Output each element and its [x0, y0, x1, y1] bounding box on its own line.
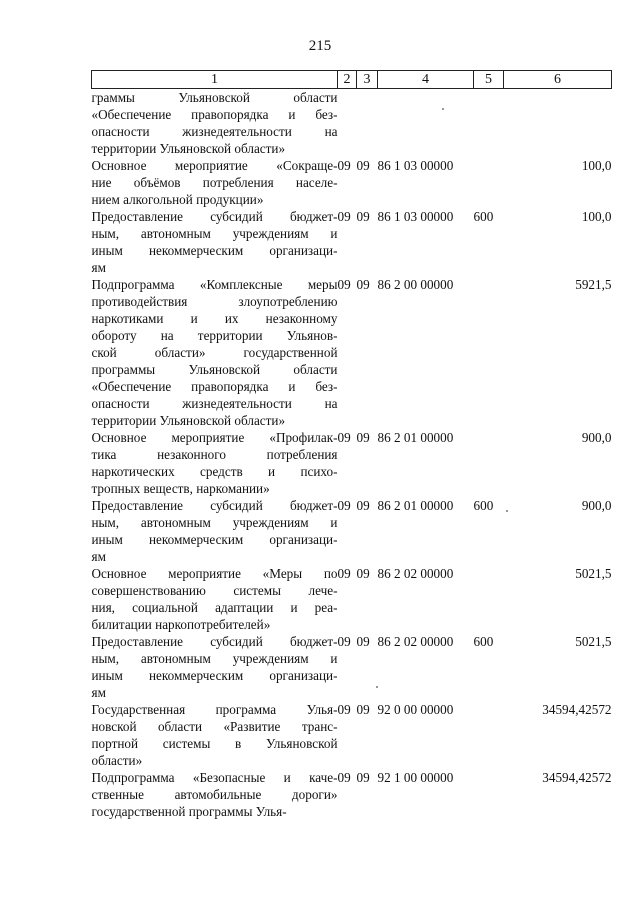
- row-amount: [504, 89, 612, 158]
- row-section: 09: [337, 770, 351, 785]
- row-expense-type: [474, 769, 504, 820]
- row-expense-type: 600: [473, 209, 494, 224]
- scan-speck: [376, 686, 378, 688]
- row-name-line: ным, автономным учреждениям и: [91, 515, 338, 530]
- column-header-name: 1: [92, 71, 338, 89]
- row-subsection: 09: [356, 634, 370, 649]
- row-name-line: ям: [91, 260, 106, 275]
- row-expense-type: [474, 701, 504, 769]
- row-name-line: иным некоммерческим организаци-: [91, 668, 338, 683]
- page-number: 215: [308, 38, 332, 54]
- row-name-line: ным, автономным учреждениям и: [91, 226, 338, 241]
- row-amount: 5021,5: [575, 566, 612, 581]
- scan-speck: [442, 108, 444, 110]
- row-name-line: билитации наркопотребителей»: [91, 617, 271, 632]
- table-row: [92, 633, 612, 701]
- row-amount: 100,0: [581, 209, 612, 224]
- row-name-line: ственные автомобильные дороги»: [91, 787, 338, 802]
- row-name-line: территории Ульяновской области»: [91, 413, 286, 428]
- row-name-line: Основное мероприятие «Меры по: [91, 566, 338, 581]
- row-name: [92, 89, 338, 158]
- row-expense-type: [474, 429, 504, 497]
- row-target-article: 86 1 03 00000: [377, 158, 454, 173]
- row-name-line: тропных веществ, наркомании»: [91, 481, 270, 496]
- row-name: [92, 157, 338, 208]
- row-name-line: наркотиками и их незаконному: [91, 311, 338, 326]
- row-target-article: 86 2 01 00000: [377, 430, 454, 445]
- row-name: [92, 701, 338, 769]
- row-name-line: новской области «Развитие транс-: [91, 719, 338, 734]
- row-section: 09: [337, 158, 351, 173]
- column-header-amount: 6: [504, 71, 612, 89]
- row-section: 09: [337, 634, 351, 649]
- row-subsection: 09: [356, 702, 370, 717]
- row-name-line: Основное мероприятие «Сокраще-: [91, 158, 338, 173]
- row-amount: 34594,42572: [542, 702, 612, 717]
- budget-table: [91, 70, 612, 820]
- row-name: [92, 633, 338, 701]
- table-row: [92, 565, 612, 633]
- row-subsection: 09: [356, 209, 370, 224]
- row-name-line: «Обеспечение правопорядка и без-: [91, 107, 338, 122]
- row-target-article: [378, 89, 474, 158]
- row-subsection: 09: [356, 566, 370, 581]
- table-row: [92, 89, 612, 158]
- row-expense-type: [474, 89, 504, 158]
- row-name: [92, 497, 338, 565]
- row-name-line: ям: [91, 685, 106, 700]
- row-name-line: противодействия злоупотреблению: [91, 294, 338, 309]
- row-name-line: нием алкогольной продукции»: [91, 192, 264, 207]
- table-body: [92, 89, 612, 821]
- row-name-line: «Обеспечение правопорядка и без-: [91, 379, 338, 394]
- row-target-article: 86 2 02 00000: [377, 566, 454, 581]
- table-row: [92, 701, 612, 769]
- row-subsection: 09: [356, 770, 370, 785]
- column-header-expense-type: 5: [474, 71, 504, 89]
- row-expense-type: [474, 157, 504, 208]
- row-name-line: Государственная программа Улья-: [91, 702, 338, 717]
- row-amount: 900,0: [581, 498, 612, 513]
- row-name-line: иным некоммерческим организаци-: [91, 243, 338, 258]
- row-name-line: Основное мероприятие «Профилак-: [91, 430, 338, 445]
- row-expense-type: [474, 565, 504, 633]
- row-amount: 5921,5: [575, 277, 612, 292]
- row-name-line: Предоставление субсидий бюджет-: [91, 634, 338, 649]
- row-section: 09: [337, 702, 351, 717]
- table-row: [92, 497, 612, 565]
- row-name-line: Предоставление субсидий бюджет-: [91, 209, 338, 224]
- row-expense-type: 600: [473, 498, 494, 513]
- row-name: [92, 276, 338, 429]
- row-name-line: государственной программы Улья-: [91, 804, 287, 819]
- row-target-article: 86 1 03 00000: [377, 209, 454, 224]
- row-name-line: иным некоммерческим организаци-: [91, 532, 338, 547]
- row-amount: 100,0: [581, 158, 612, 173]
- column-header-subsection: 3: [357, 71, 378, 89]
- row-amount: 34594,42572: [542, 770, 612, 785]
- row-expense-type: [474, 276, 504, 429]
- row-subsection: 09: [356, 498, 370, 513]
- row-name-line: Подпрограмма «Безопасные и каче-: [91, 770, 338, 785]
- row-target-article: 86 2 00 00000: [377, 277, 454, 292]
- row-subsection: 09: [356, 430, 370, 445]
- row-section: 09: [337, 498, 351, 513]
- row-name-line: обороту на территории Ульянов-: [91, 328, 338, 343]
- table-row: [92, 429, 612, 497]
- row-name-line: области»: [91, 753, 143, 768]
- row-name: [92, 208, 338, 276]
- row-target-article: 86 2 02 00000: [377, 634, 454, 649]
- row-name-line: ния, социальной адаптации и реа-: [91, 600, 338, 615]
- row-amount: 5021,5: [575, 634, 612, 649]
- row-amount: 900,0: [581, 430, 612, 445]
- row-section: 09: [337, 430, 351, 445]
- row-expense-type: 600: [473, 634, 494, 649]
- row-name-line: тика незаконного потребления: [91, 447, 338, 462]
- row-section: 09: [337, 277, 351, 292]
- row-section: 09: [337, 209, 351, 224]
- row-name-line: программы Ульяновской области: [91, 362, 338, 377]
- row-name: [92, 769, 338, 820]
- row-subsection: 09: [356, 277, 370, 292]
- table-row: [92, 157, 612, 208]
- row-section: [338, 89, 357, 158]
- row-name-line: опасности жизнедеятельности на: [91, 124, 338, 139]
- row-subsection: [357, 89, 378, 158]
- scan-speck: [506, 510, 508, 512]
- row-name-line: ям: [91, 549, 106, 564]
- row-name-line: территории Ульяновской области»: [91, 141, 286, 156]
- row-name: [92, 565, 338, 633]
- row-name-line: Предоставление субсидий бюджет-: [91, 498, 338, 513]
- row-subsection: 09: [356, 158, 370, 173]
- row-name-line: опасности жизнедеятельности на: [91, 396, 338, 411]
- row-name: [92, 429, 338, 497]
- row-target-article: 92 1 00 00000: [377, 770, 454, 785]
- row-name-line: Подпрограмма «Комплексные меры: [91, 277, 338, 292]
- row-name-line: ние объёмов потребления населе-: [91, 175, 338, 190]
- row-name-line: граммы Ульяновской области: [91, 90, 338, 105]
- row-name-line: совершенствованию системы лече-: [91, 583, 338, 598]
- column-header-section: 2: [338, 71, 357, 89]
- table-header-row: [92, 71, 612, 89]
- row-name-line: ным, автономным учреждениям и: [91, 651, 338, 666]
- table-row: [92, 208, 612, 276]
- row-target-article: 92 0 00 00000: [377, 702, 454, 717]
- table-row: [92, 276, 612, 429]
- row-target-article: 86 2 01 00000: [377, 498, 454, 513]
- row-name-line: наркотических средств и психо-: [91, 464, 338, 479]
- row-name-line: портной системы в Ульяновской: [91, 736, 338, 751]
- row-name-line: ской области» государственной: [91, 345, 338, 360]
- table-row: [92, 769, 612, 820]
- row-section: 09: [337, 566, 351, 581]
- column-header-target-article: 4: [378, 71, 474, 89]
